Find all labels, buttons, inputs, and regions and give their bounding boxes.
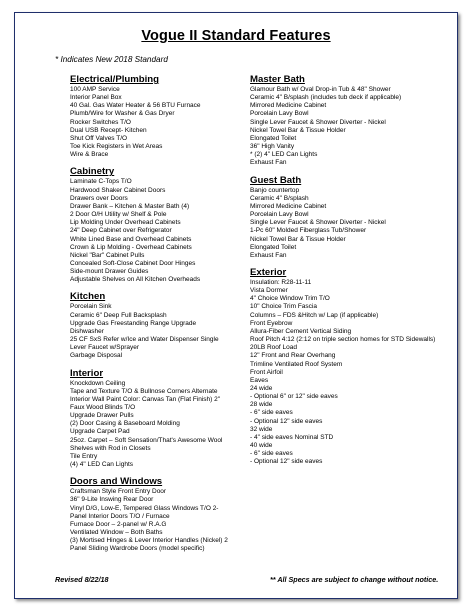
revised-date: Revised 8/22/18: [55, 575, 109, 584]
feature-item: Lip Molding Under Overhead Cabinets: [70, 219, 181, 227]
feature-list: [70, 86, 250, 159]
feature-item: 36" 9-Lite Inswing Rear Door: [70, 496, 154, 504]
feature-item: Concealed Soft-Close Cabinet Door Hinges: [70, 259, 196, 267]
feature-item: - 4" side eaves Nominal STD: [250, 433, 334, 441]
feature-item: Knockdown Ceiling: [70, 379, 126, 387]
feature-item: Single Lever Faucet & Shower Diverter - Nickel: [250, 219, 386, 227]
feature-item: Vinyl D/G, Low-E, Tempered Glass Windows T/O 2-: [70, 504, 219, 512]
feature-item: Allura-Fiber Cement Vertical Siding: [250, 327, 352, 335]
feature-item: Nickel Towel Bar & Tissue Holder: [250, 235, 346, 243]
feature-item: Ceramic 4" B/splash (includes tub deck if applicable): [250, 94, 402, 102]
feature-item: - 6" side eaves: [250, 450, 293, 458]
section-heading: Guest Bath: [250, 174, 302, 186]
new-standard-note: * Indicates New 2018 Standard: [55, 55, 168, 64]
feature-item: Upgrade Drawer Pulls: [70, 412, 134, 420]
feature-item: - Optional 6" or 12" side eaves: [250, 393, 338, 401]
feature-item: Exhaust Fan: [250, 251, 287, 259]
feature-item: Garbage Disposal: [70, 352, 123, 360]
feature-item: Front Eyebrow: [250, 319, 293, 327]
feature-item: Ceramic 6" Deep Full Backsplash: [70, 311, 167, 319]
feature-item: 36" High Vanity: [250, 143, 295, 151]
feature-list: [250, 86, 450, 168]
feature-section: [70, 166, 250, 284]
feature-item: Panel Sliding Wardrobe Doors (model specific): [70, 545, 205, 553]
feature-item: 12" Front and Rear Overhang: [250, 352, 336, 360]
feature-item: Drawers over Doors: [70, 194, 128, 202]
feature-item: Porcelain Sink: [70, 303, 112, 311]
feature-item: Single Lever Faucet & Shower Diverter - Nickel: [250, 118, 386, 126]
feature-item: Porcelain Lavy Bowl: [250, 110, 309, 118]
feature-item: Shelves with Rod in Closets: [70, 444, 151, 452]
feature-item: 25oz. Carpet – Soft Sensation/That's Awesome Wool: [70, 436, 223, 444]
feature-item: Trimline Ventilated Roof System: [250, 360, 343, 368]
feature-section: [70, 74, 250, 159]
feature-item: Banjo countertop: [250, 186, 300, 194]
feature-list: [70, 303, 250, 360]
feature-item: Nickel "Bar" Cabinet Pulls: [70, 251, 145, 259]
feature-item: Interior Panel Box: [70, 94, 122, 102]
feature-item: Furnace Door – 2-panel w/ R.A.G: [70, 520, 167, 528]
feature-item: Adjustable Shelves on All Kitchen Overheads: [70, 276, 201, 284]
feature-item: Dishwasher: [70, 327, 104, 335]
section-heading: Exterior: [250, 266, 287, 278]
feature-item: 1-Pc 60" Molded Fiberglass Tub/Shower: [250, 227, 367, 235]
feature-item: Craftsman Style Front Entry Door: [70, 488, 167, 496]
feature-item: Drawer Bank – Kitchen & Master Bath (4): [70, 202, 190, 210]
feature-item: Eaves: [250, 376, 269, 384]
feature-item: Plumb/Wire for Washer & Gas Dryer: [70, 110, 175, 118]
feature-section: [70, 476, 250, 553]
feature-item: 40 wide: [250, 442, 273, 450]
feature-section: [250, 175, 450, 260]
feature-item: 24" Deep Cabinet over Refrigerator: [70, 227, 172, 235]
section-heading: Cabinetry: [70, 166, 115, 178]
feature-item: 32 wide: [250, 425, 273, 433]
feature-item: (3) Mortised Hinges & Lever Interior Handles (Nickel) 2: [70, 537, 228, 545]
feature-item: Front Airfoil: [250, 368, 283, 376]
feature-item: (2) Door Casing & Baseboard Molding: [70, 420, 180, 428]
feature-item: Mirrored Medicine Cabinet: [250, 202, 327, 210]
feature-item: Rocker Switches T/O: [70, 118, 131, 126]
left-column: [70, 74, 250, 561]
feature-item: Upgrade Carpet Pad: [70, 428, 130, 436]
feature-item: - Optional 12" side eaves: [250, 458, 323, 466]
feature-section: [250, 267, 450, 467]
feature-item: Tape and Texture T/O & Bullnose Corners Alternate: [70, 387, 218, 395]
feature-item: Faux Wood Blinds T/O: [70, 404, 136, 411]
feature-item: 28 wide: [250, 401, 273, 409]
feature-list: [70, 488, 250, 553]
feature-item: Crown & Lip Molding - Overhead Cabinets: [70, 243, 192, 251]
feature-list: [70, 380, 250, 470]
feature-item: Hardwood Shaker Cabinet Doors: [70, 186, 166, 194]
feature-item: Panel Interior Doors T/O / Furnace: [70, 512, 170, 520]
feature-item: Upgrade Gas Freestanding Range Upgrade: [70, 319, 197, 327]
feature-item: 25 CF SxS Refer w/Ice and Water Dispenser Single: [70, 336, 219, 344]
feature-item: Side-mount Drawer Guides: [70, 268, 149, 276]
feature-item: 100 AMP Service: [70, 86, 120, 93]
feature-item: 24 wide: [250, 385, 273, 392]
feature-item: Exhaust Fan: [250, 159, 287, 167]
feature-section: [70, 368, 250, 470]
spec-sheet-page: [14, 12, 458, 599]
feature-item: 2 Door O/H Utility w/ Shelf & Pole: [70, 211, 167, 219]
feature-item: Lever Faucet w/Sprayer: [70, 344, 140, 352]
feature-item: - Optional 12" side eaves: [250, 417, 323, 425]
feature-item: Glamour Bath w/ Oval Drop-in Tub & 48" Shower: [250, 86, 391, 93]
feature-item: 20LB Roof Load: [250, 344, 297, 352]
feature-item: Ventilated Window – Both Baths: [70, 529, 163, 537]
feature-item: Shut Off Valves T/O: [70, 134, 128, 142]
feature-item: Roof Pitch 4:12 (2:12 on triple section homes for STD Sidewalls): [250, 336, 436, 344]
feature-item: * (2) 4" LED Can Lights: [250, 151, 318, 159]
feature-item: Toe Kick Registers in Wet Areas: [70, 143, 163, 151]
section-heading: Interior: [70, 367, 104, 379]
feature-section: [70, 291, 250, 360]
feature-item: Interior Wall Paint Color: Canvas Tan (Flat Finish) 2": [70, 395, 221, 403]
feature-item: 10" Choice Trim Fascia: [250, 303, 317, 311]
page-title: Vogue II Standard Features: [141, 28, 331, 44]
feature-item: 40 Gal. Gas Water Heater & 56 BTU Furnace: [70, 102, 201, 110]
feature-item: Ceramic 4" B/splash: [250, 194, 309, 202]
feature-item: Mirrored Medicine Cabinet: [250, 102, 327, 110]
feature-list: [250, 187, 450, 260]
feature-item: Nickel Towel Bar & Tissue Holder: [250, 126, 346, 134]
feature-item: Porcelain Lavy Bowl: [250, 211, 309, 219]
feature-item: Columns – FDS &Hitch w/ Lap (if applicable): [250, 311, 379, 319]
specs-disclaimer: ** All Specs are subject to change without notice.: [270, 575, 439, 584]
feature-section: [250, 74, 450, 168]
right-column: [250, 74, 450, 474]
feature-list: [250, 279, 450, 467]
feature-item: Vista Dormer: [250, 287, 288, 295]
feature-item: 4" Choice Window Trim T/O: [250, 295, 330, 303]
section-heading: Kitchen: [70, 291, 106, 303]
feature-item: Tile Entry: [70, 452, 98, 460]
feature-item: Wire & Brace: [70, 151, 109, 159]
section-heading: Doors and Windows: [70, 476, 163, 488]
feature-item: (4) 4" LED Can Lights: [70, 461, 134, 469]
section-heading: Electrical/Plumbing: [70, 74, 160, 85]
feature-item: Elongated Toilet: [250, 134, 297, 142]
feature-item: Dual USB Recept- Kitchen: [70, 126, 147, 134]
section-heading: Master Bath: [250, 74, 305, 85]
feature-list: [70, 178, 250, 284]
feature-item: Laminate C-Tops T/O: [70, 178, 132, 186]
feature-item: - 6" side eaves: [250, 409, 293, 417]
feature-item: Elongated Toilet: [250, 243, 297, 251]
feature-item: Insulation: R28-11-11: [250, 278, 312, 286]
feature-item: White Lined Base and Overhead Cabinets: [70, 235, 192, 243]
